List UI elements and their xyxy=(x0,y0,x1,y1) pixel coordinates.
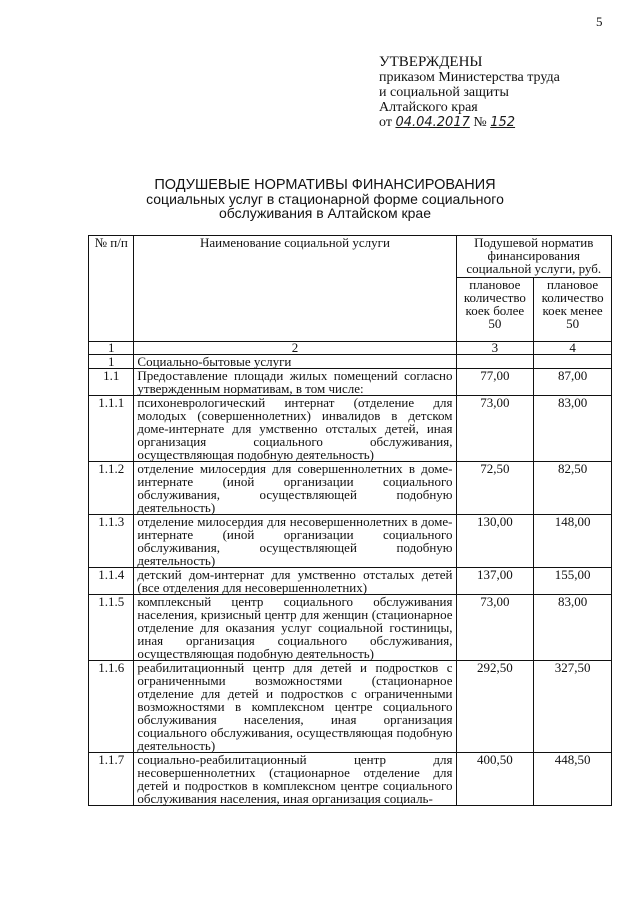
index-cell: 3 xyxy=(456,342,534,355)
norm-over50-cell: 292,50 xyxy=(456,661,534,753)
row-number-cell: 1.1.6 xyxy=(89,661,134,753)
approval-line-2: и социальной защиты xyxy=(379,85,509,100)
document-title xyxy=(120,178,530,220)
row-number-cell: 1.1.7 xyxy=(89,753,134,806)
approval-date-line xyxy=(379,115,629,130)
norm-over50-cell: 137,00 xyxy=(456,568,534,595)
norm-over50-cell: 77,00 xyxy=(456,369,534,396)
header-num: № п/п xyxy=(89,236,134,342)
norms-table-body xyxy=(89,342,612,806)
service-name-cell: комплексный центр социального обслуживания населения, кризисный центр для женщин (стационарное отделение для оказания услуг социальной гостиницы, иная организация социального обслуживания, осуществляющая подобную деятельность) xyxy=(134,595,456,661)
approval-title: УТВЕРЖДЕНЫ xyxy=(379,54,483,70)
service-name-cell: детский дом-интернат для умственно отсталых детей (все отделения для несовершеннолетних) xyxy=(134,568,456,595)
norm-over50-cell: 73,00 xyxy=(456,595,534,661)
row-number-cell: 1.1.1 xyxy=(89,396,134,462)
index-cell: 4 xyxy=(534,342,612,355)
norm-under50-cell: 148,00 xyxy=(534,515,612,568)
norms-table xyxy=(88,235,612,806)
header-group: Подушевой норматив финансирования социальной услуги, руб. xyxy=(456,236,612,278)
norm-over50-cell: 400,50 xyxy=(456,753,534,806)
service-name-cell: отделение милосердия для несовершеннолетних в доме-интернате (иной организации социального обслуживания, осуществляющей подобную деятельность) xyxy=(134,515,456,568)
header-name: Наименование социальной услуги xyxy=(134,236,456,342)
header-over50: плановое количество коек более 50 xyxy=(456,278,534,342)
row-number-cell: 1.1 xyxy=(89,369,134,396)
table-row xyxy=(89,462,612,515)
index-cell: 1 xyxy=(89,342,134,355)
approval-line-3: Алтайского края xyxy=(379,100,478,115)
service-name-cell: Социально-бытовые услуги xyxy=(134,355,456,369)
approval-date-prefix: от xyxy=(379,115,392,130)
table-row xyxy=(89,568,612,595)
approval-line-1: приказом Министерства труда xyxy=(379,70,560,85)
page-number: 5 xyxy=(596,14,603,29)
table-row xyxy=(89,661,612,753)
norm-over50-cell: 130,00 xyxy=(456,515,534,568)
norm-under50-cell: 448,50 xyxy=(534,753,612,806)
table-row xyxy=(89,515,612,568)
norm-under50-cell: 82,50 xyxy=(534,462,612,515)
header-under50: плановое количество коек менее 50 xyxy=(534,278,612,342)
row-number-cell: 1.1.2 xyxy=(89,462,134,515)
table-row xyxy=(89,355,612,369)
approval-date-value: 04.04.2017 xyxy=(395,115,470,130)
table-row xyxy=(89,753,612,806)
row-number-cell: 1 xyxy=(89,355,134,369)
service-name-cell: Предоставление площади жилых помещений согласно утвержденным нормативам, в том числе: xyxy=(134,369,456,396)
approval-number-prefix: № xyxy=(473,115,487,130)
norm-under50-cell: 83,00 xyxy=(534,396,612,462)
document-title-line-1: ПОДУШЕВЫЕ НОРМАТИВЫ ФИНАНСИРОВАНИЯ xyxy=(154,177,496,193)
approval-number-value: 152 xyxy=(490,115,516,130)
service-name-cell: психоневрологический интернат (отделение для молодых (совершеннолетних) инвалидов в детском доме-интернате для умственно отсталых детей, иная организация социального обслуживания, осуществляющая подобную деятельность) xyxy=(134,396,456,462)
row-number-cell: 1.1.3 xyxy=(89,515,134,568)
service-name-cell: реабилитационный центр для детей и подростков с ограниченными возможностями (стационарное отделение для детей и подростков с ограниченными возможностями в комплексном центре социального обслуживания населения, иная организация социального обслуживания, осуществляющая подобную деятельность) xyxy=(134,661,456,753)
norm-under50-cell: 155,00 xyxy=(534,568,612,595)
table-row xyxy=(89,595,612,661)
row-number-cell: 1.1.5 xyxy=(89,595,134,661)
norm-over50-cell: 73,00 xyxy=(456,396,534,462)
norm-over50-cell: 72,50 xyxy=(456,462,534,515)
norm-over50-cell xyxy=(456,355,534,369)
norm-under50-cell: 87,00 xyxy=(534,369,612,396)
table-row xyxy=(89,396,612,462)
norm-under50-cell xyxy=(534,355,612,369)
norm-under50-cell: 327,50 xyxy=(534,661,612,753)
document-title-line-2: социальных услуг в стационарной форме социального xyxy=(146,191,504,207)
document-title-line-3: обслуживания в Алтайском крае xyxy=(218,205,431,221)
index-row xyxy=(89,342,612,355)
index-cell: 2 xyxy=(134,342,456,355)
service-name-cell: социально-реабилитационный центр для несовершеннолетних (стационарное отделение для детей и подростков в комплексном центре социального обслуживания населения, иная организация социаль- xyxy=(134,753,456,806)
norm-under50-cell: 83,00 xyxy=(534,595,612,661)
table-row xyxy=(89,369,612,396)
row-number-cell: 1.1.4 xyxy=(89,568,134,595)
approval-stamp xyxy=(379,55,629,130)
service-name-cell: отделение милосердия для совершеннолетних в доме-интернате (иной организации социального обслуживания, осуществляющей подобную деятельность) xyxy=(134,462,456,515)
